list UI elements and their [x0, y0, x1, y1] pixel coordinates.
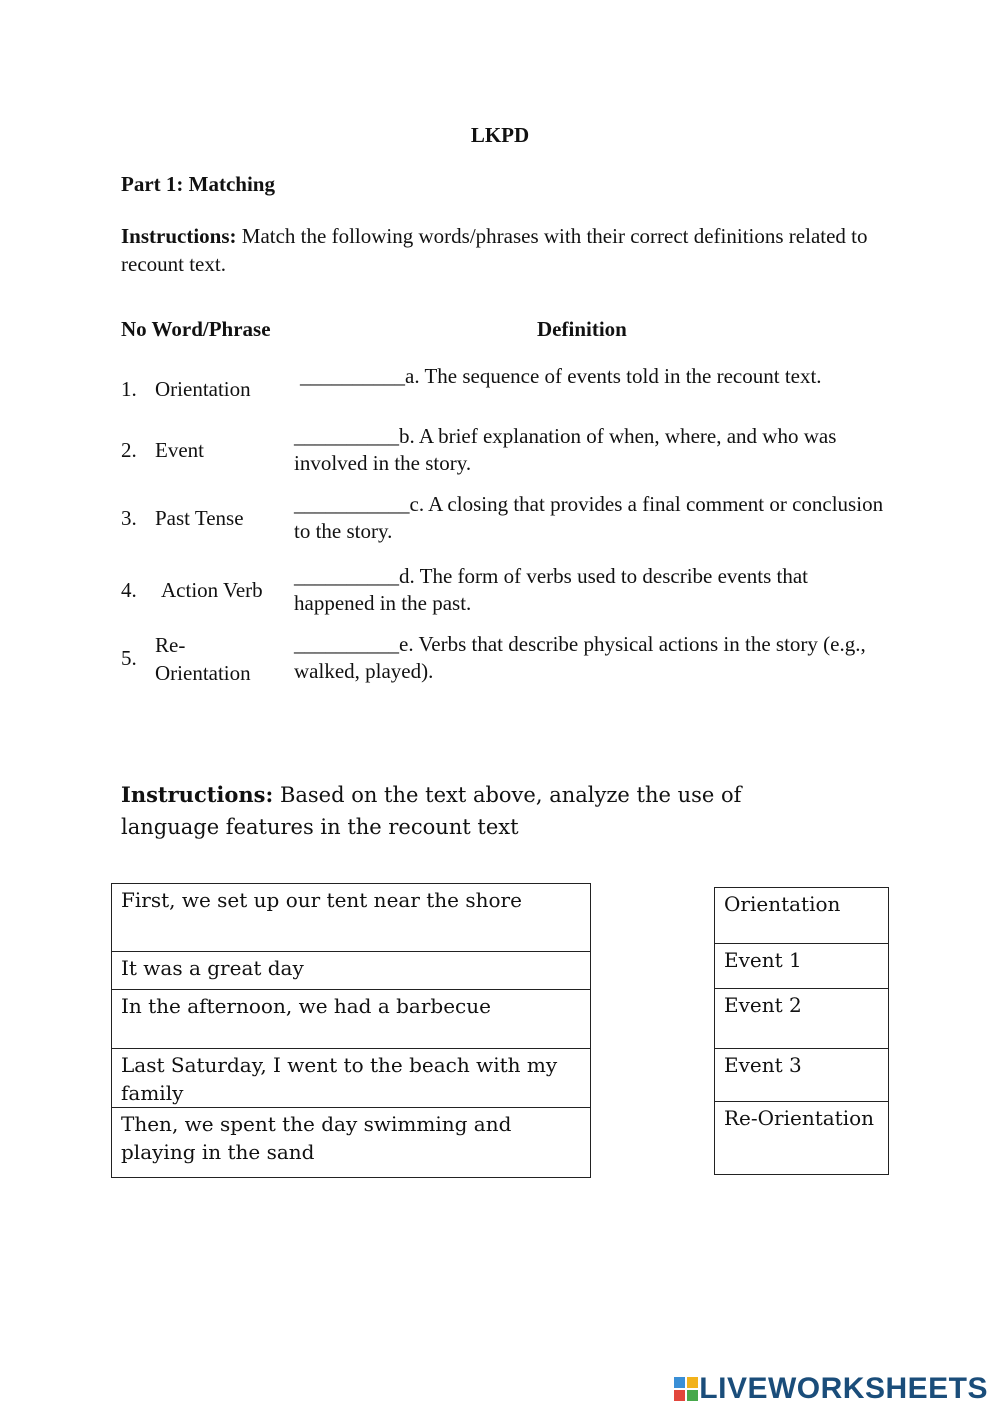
- page-title: LKPD: [470, 123, 530, 147]
- sentence-cell[interactable]: Last Saturday, I went to the beach with my family: [112, 1049, 591, 1108]
- structure-cell[interactable]: Orientation: [715, 888, 889, 944]
- logo-text: LIVEWORKSHEETS: [699, 1372, 988, 1405]
- row-word: Past Tense: [155, 506, 244, 530]
- row-word: Action Verb: [161, 578, 263, 602]
- row-number: 2.: [121, 438, 137, 462]
- header-no-word: No Word/Phrase: [121, 317, 271, 341]
- row-word: Orientation: [155, 377, 251, 401]
- part2-instructions: [121, 779, 821, 843]
- structure-table: [714, 887, 889, 1175]
- part1-heading: Part 1: Matching: [121, 172, 275, 196]
- row-word: Event: [155, 438, 204, 462]
- header-definition: Definition: [537, 317, 627, 341]
- sentence-cell[interactable]: In the afternoon, we had a barbecue: [112, 990, 591, 1049]
- row-definition: ___________c. A closing that provides a final comment or conclusion to the story.: [294, 492, 884, 543]
- row-number: 5.: [121, 646, 137, 670]
- part2-instructions-label: Instructions:: [121, 782, 274, 807]
- row-number: 3.: [121, 506, 137, 530]
- liveworksheets-logo: [673, 1371, 988, 1407]
- part2-instructions-text: Based on the text above, analyze the use of language features in the recount text: [121, 783, 742, 839]
- structure-cell[interactable]: Re-Orientation: [715, 1102, 889, 1175]
- row-number: 4.: [121, 578, 137, 602]
- sentence-cell[interactable]: First, we set up our tent near the shore: [112, 884, 591, 952]
- row-definition: __________b. A brief explanation of when, where, and who was involved in the story.: [294, 424, 837, 475]
- sentence-cell[interactable]: It was a great day: [112, 952, 591, 990]
- row-word: Re-Orientation: [155, 633, 251, 685]
- row-definition: __________d. The form of verbs used to describe events that happened in the past.: [294, 564, 808, 615]
- row-definition: __________e. Verbs that describe physical actions in the story (e.g., walked, played).: [294, 632, 866, 683]
- row-number: 1.: [121, 377, 137, 401]
- row-definition: __________a. The sequence of events told in the recount text.: [300, 364, 822, 388]
- sentence-cell[interactable]: Then, we spent the day swimming and playing in the sand: [112, 1108, 591, 1178]
- part1-instructions-label: Instructions:: [121, 224, 237, 248]
- part1-instructions-text: Match the following words/phrases with their correct definitions related to recount text.: [121, 224, 868, 276]
- logo-icon: [673, 1376, 699, 1402]
- sentences-table: [111, 883, 591, 1178]
- structure-cell[interactable]: Event 1: [715, 944, 889, 989]
- part1-instructions: [121, 222, 881, 278]
- structure-cell[interactable]: Event 3: [715, 1049, 889, 1102]
- structure-cell[interactable]: Event 2: [715, 989, 889, 1049]
